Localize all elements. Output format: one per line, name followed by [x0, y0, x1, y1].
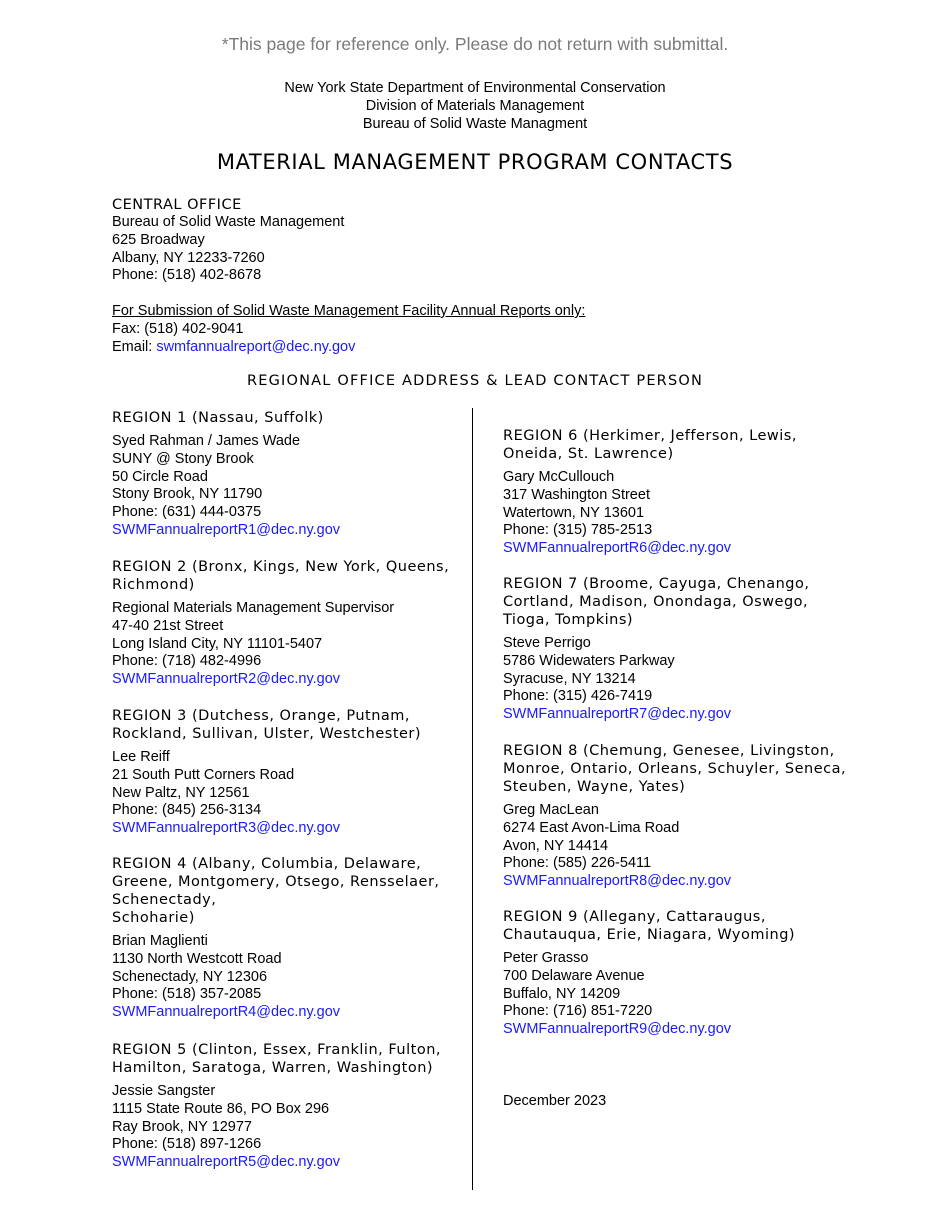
region-heading-line: Steuben, Wayne, Yates): [503, 779, 686, 795]
region-9: [503, 908, 848, 1039]
address-line: 6274 East Avon-Lima Road: [503, 819, 680, 836]
region-heading: [503, 742, 848, 796]
region-heading: [503, 908, 848, 944]
central-email-link[interactable]: swmfannualreport@dec.ny.gov: [156, 338, 356, 355]
region-heading: [503, 427, 848, 463]
address-line: 50 Circle Road: [112, 468, 208, 485]
region-heading-line: Richmond): [112, 577, 195, 593]
region-heading-line: Cortland, Madison, Onondaga, Oswego,: [503, 594, 809, 610]
division-name: Division of Materials Management: [365, 97, 585, 114]
region-email-link[interactable]: SWMFannualreportR4@dec.ny.gov: [112, 1004, 341, 1021]
central-line: Phone: (518) 402-8678: [112, 267, 262, 284]
region-heading-line: Hamilton, Saratoga, Warren, Washington): [112, 1060, 434, 1076]
region-heading-line: Monroe, Ontario, Orleans, Schuyler, Seneca,: [503, 761, 847, 777]
region-4: [112, 855, 457, 1022]
contact-name: Greg MacLean: [503, 802, 599, 818]
region-email-link[interactable]: SWMFannualreportR2@dec.ny.gov: [112, 671, 341, 688]
central-line: Bureau of Solid Waste Management: [112, 214, 345, 230]
region-heading: [112, 1041, 457, 1077]
region-8: [503, 742, 848, 891]
phone: Phone: (845) 256-3134: [112, 802, 262, 819]
region-1: [112, 409, 457, 540]
regional-heading: REGIONAL OFFICE ADDRESS & LEAD CONTACT PERSON: [246, 373, 704, 389]
region-heading-line: Tioga, Tompkins): [503, 612, 634, 628]
region-heading-line: REGION 6 (Herkimer, Jefferson, Lewis,: [503, 428, 797, 444]
phone: Phone: (518) 357-2085: [112, 986, 262, 1003]
contact-name: Regional Materials Management Supervisor: [112, 600, 395, 616]
address-line: New Paltz, NY 12561: [112, 784, 250, 801]
revision-date: December 2023: [503, 1093, 607, 1109]
address-line: Stony Brook, NY 11790: [112, 486, 263, 503]
central-email-line: [112, 339, 585, 357]
reference-notice: *This page for reference only. Please do not return with submittal.: [221, 34, 729, 54]
address-line: Syracuse, NY 13214: [503, 670, 636, 687]
column-divider: [472, 408, 473, 1190]
agency-name: New York State Department of Environmental Conservation: [284, 80, 666, 96]
region-email-link[interactable]: SWMFannualreportR9@dec.ny.gov: [503, 1021, 732, 1038]
central-office: [112, 196, 585, 356]
address-line: Avon, NY 14414: [503, 837, 609, 854]
address-line: Ray Brook, NY 12977: [112, 1118, 252, 1135]
region-email-link[interactable]: SWMFannualreportR8@dec.ny.gov: [503, 873, 732, 890]
phone: Phone: (315) 785-2513: [503, 522, 653, 539]
phone: Phone: (716) 851-7220: [503, 1003, 653, 1020]
region-heading-line: REGION 4 (Albany, Columbia, Delaware,: [112, 856, 422, 872]
bureau-name: Bureau of Solid Waste Managment: [362, 115, 588, 132]
region-email-link[interactable]: SWMFannualreportR3@dec.ny.gov: [112, 820, 341, 837]
region-heading-line: Schenectady,: [112, 892, 217, 908]
contact-name: Syed Rahman / James Wade: [112, 433, 301, 449]
address-line: Watertown, NY 13601: [503, 504, 645, 521]
address-line: 21 South Putt Corners Road: [112, 766, 295, 783]
region-email-link[interactable]: SWMFannualreportR7@dec.ny.gov: [503, 706, 732, 723]
region-6: [503, 427, 848, 558]
region-email-link[interactable]: SWMFannualreportR5@dec.ny.gov: [112, 1154, 341, 1171]
region-heading-line: REGION 8 (Chemung, Genesee, Livingston,: [503, 743, 835, 759]
region-heading: [112, 707, 457, 743]
address-line: Buffalo, NY 14209: [503, 985, 621, 1002]
address-line: Long Island City, NY 11101-5407: [112, 635, 323, 652]
region-heading: [503, 575, 848, 629]
region-email-link[interactable]: SWMFannualreportR1@dec.ny.gov: [112, 521, 341, 538]
contact-name: Peter Grasso: [503, 950, 589, 966]
region-2: [112, 558, 457, 689]
contact-name: Gary McCullouch: [503, 469, 615, 485]
region-5: [112, 1041, 457, 1172]
central-office-heading: CENTRAL OFFICE: [112, 197, 242, 213]
region-heading-line: Rockland, Sullivan, Ulster, Westchester): [112, 726, 422, 742]
agency-header: [0, 80, 950, 133]
phone: Phone: (315) 426-7419: [503, 688, 653, 705]
region-heading-line: Oneida, St. Lawrence): [503, 446, 674, 462]
address-line: 47-40 21st Street: [112, 617, 224, 634]
region-heading-line: Greene, Montgomery, Otsego, Rensselaer,: [112, 874, 440, 890]
address-line: 1115 State Route 86, PO Box 296: [112, 1100, 330, 1117]
central-line: 625 Broadway: [112, 231, 205, 248]
address-line: SUNY @ Stony Brook: [112, 450, 254, 467]
address-line: 700 Delaware Avenue: [503, 967, 645, 984]
region-heading-line: REGION 7 (Broome, Cayuga, Chenango,: [503, 576, 810, 592]
central-line: Albany, NY 12233-7260: [112, 249, 265, 266]
region-heading-line: REGION 1 (Nassau, Suffolk): [112, 410, 324, 426]
region-heading: [112, 409, 457, 427]
phone: Phone: (518) 897-1266: [112, 1136, 262, 1153]
email-label: Email:: [112, 338, 157, 355]
region-7: [503, 575, 848, 724]
region-email-link[interactable]: SWMFannualreportR6@dec.ny.gov: [503, 540, 732, 557]
phone: Phone: (718) 482-4996: [112, 653, 262, 670]
contact-name: Lee Reiff: [112, 749, 170, 765]
submission-note: For Submission of Solid Waste Management Facility Annual Reports only:: [112, 302, 586, 319]
page-title: MATERIAL MANAGEMENT PROGRAM CONTACTS: [216, 150, 734, 174]
region-3: [112, 707, 457, 838]
contact-name: Brian Maglienti: [112, 933, 208, 949]
region-heading-line: REGION 2 (Bronx, Kings, New York, Queens,: [112, 559, 450, 575]
phone: Phone: (585) 226-5411: [503, 855, 652, 872]
contact-name: Jessie Sangster: [112, 1083, 216, 1099]
address-line: 1130 North Westcott Road: [112, 950, 282, 967]
region-heading-line: REGION 9 (Allegany, Cattaraugus,: [503, 909, 766, 925]
region-heading: [112, 558, 457, 594]
contact-name: Steve Perrigo: [503, 635, 591, 651]
central-office-address: [112, 214, 585, 356]
address-line: 5786 Widewaters Parkway: [503, 652, 675, 669]
region-heading-line: REGION 5 (Clinton, Essex, Franklin, Fulton,: [112, 1042, 441, 1058]
address-line: 317 Washington Street: [503, 486, 650, 503]
address-line: Schenectady, NY 12306: [112, 968, 268, 985]
region-heading-line: REGION 3 (Dutchess, Orange, Putnam,: [112, 708, 411, 724]
central-fax: Fax: (518) 402-9041: [112, 320, 244, 337]
region-heading: [112, 855, 457, 927]
region-heading-line: Chautauqua, Erie, Niagara, Wyoming): [503, 927, 796, 943]
region-heading-line: Schoharie): [112, 910, 195, 926]
phone: Phone: (631) 444-0375: [112, 504, 262, 521]
